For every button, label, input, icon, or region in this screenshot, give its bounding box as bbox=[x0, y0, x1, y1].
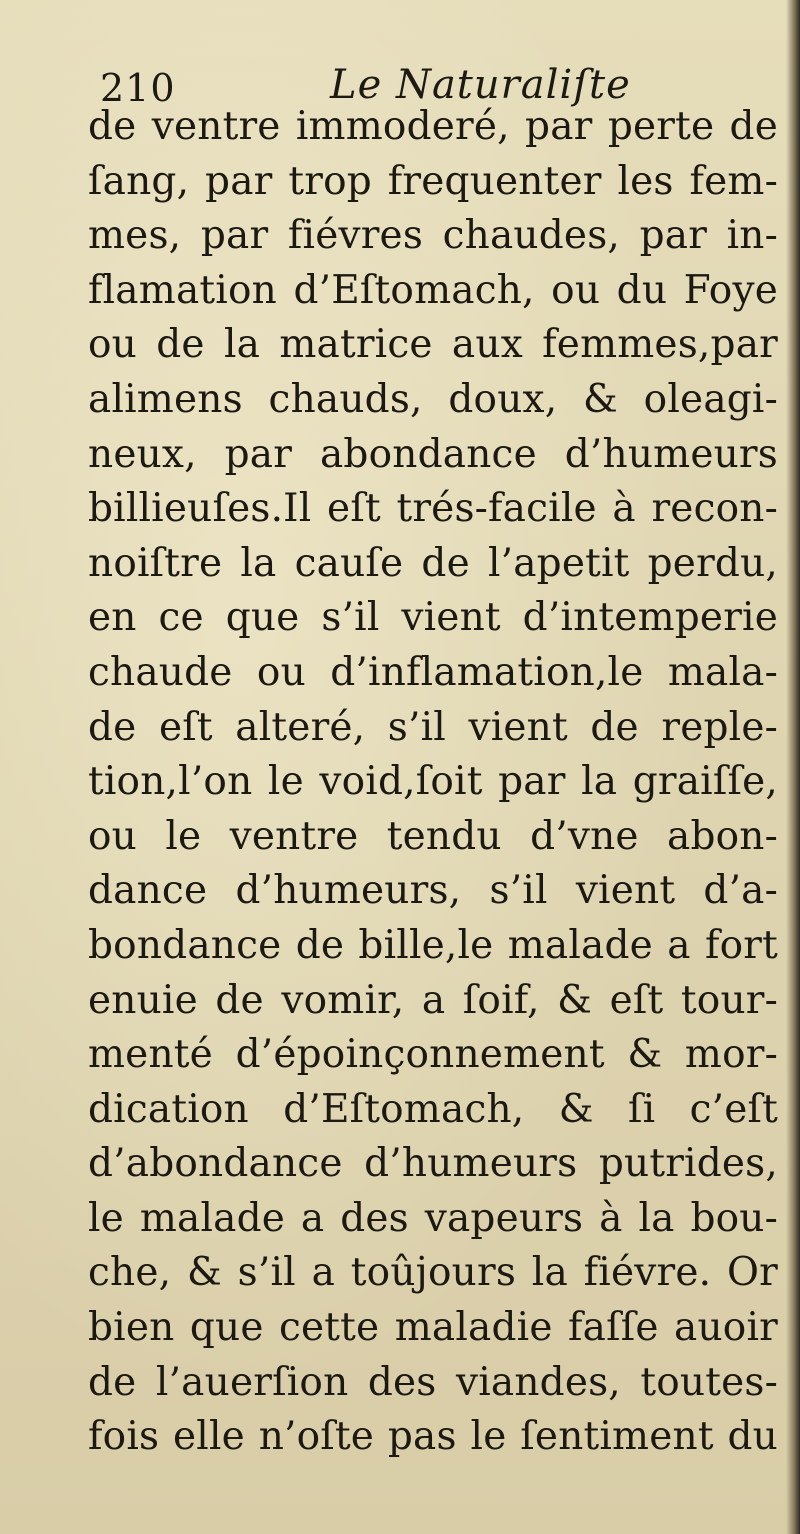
text-line: de l’auerſion des viandes, toutes- bbox=[88, 1359, 778, 1405]
text-line: ſang, par trop frequenter les fem- bbox=[88, 158, 778, 204]
text-line: dication d’Eſtomach, & ſi c’eſt bbox=[88, 1086, 778, 1132]
text-line: ou de la matrice aux femmes,par bbox=[88, 322, 778, 368]
text-line: che, & s’il a toûjours la fiévre. Or bbox=[88, 1250, 778, 1296]
body-text bbox=[88, 100, 778, 1465]
text-line: en ce que s’il vient d’intemperie bbox=[88, 595, 778, 641]
text-line: bondance de bille,le malade a fort bbox=[88, 922, 778, 968]
text-line: enuie de vomir, a ſoif, & eſt tour- bbox=[88, 977, 778, 1023]
text-line: billieuſes.Il eſt trés-facile à recon- bbox=[88, 486, 778, 532]
text-line: de eſt alteré, s’il vient de reple- bbox=[88, 704, 778, 750]
text-line: bien que cette maladie faſſe auoir bbox=[88, 1305, 778, 1351]
text-line: neux, par abondance d’humeurs bbox=[88, 431, 778, 477]
text-line: de ventre immoderé, par perte de bbox=[88, 104, 778, 149]
text-line: menté d’époinçonnement & mor- bbox=[88, 1032, 778, 1078]
text-line: le malade a des vapeurs à la bou- bbox=[88, 1195, 778, 1241]
text-line: tion,l’on le void,ſoit par la graiſſe, bbox=[88, 759, 778, 805]
text-line: alimens chauds, doux, & oleagi- bbox=[88, 376, 778, 422]
page-number: 210 bbox=[100, 66, 176, 110]
text-line: flamation d’Eſtomach, ou du Foye bbox=[88, 267, 778, 313]
text-line: ou le ventre tendu d’vne abon- bbox=[88, 813, 778, 859]
text-line: dance d’humeurs, s’il vient d’a- bbox=[88, 868, 778, 914]
running-head: Le Naturaliſte bbox=[330, 62, 631, 108]
text-line: noiſtre la cauſe de l’apetit perdu, bbox=[88, 540, 778, 586]
text-line: fois elle n’oſte pas le ſentiment du bbox=[88, 1414, 778, 1460]
page-gutter-edge bbox=[786, 0, 800, 1534]
text-line: d’abondance d’humeurs putrides, bbox=[88, 1141, 778, 1187]
text-line: chaude ou d’inflamation,le mala- bbox=[88, 649, 778, 695]
text-line: mes, par fiévres chaudes, par in- bbox=[88, 213, 778, 259]
